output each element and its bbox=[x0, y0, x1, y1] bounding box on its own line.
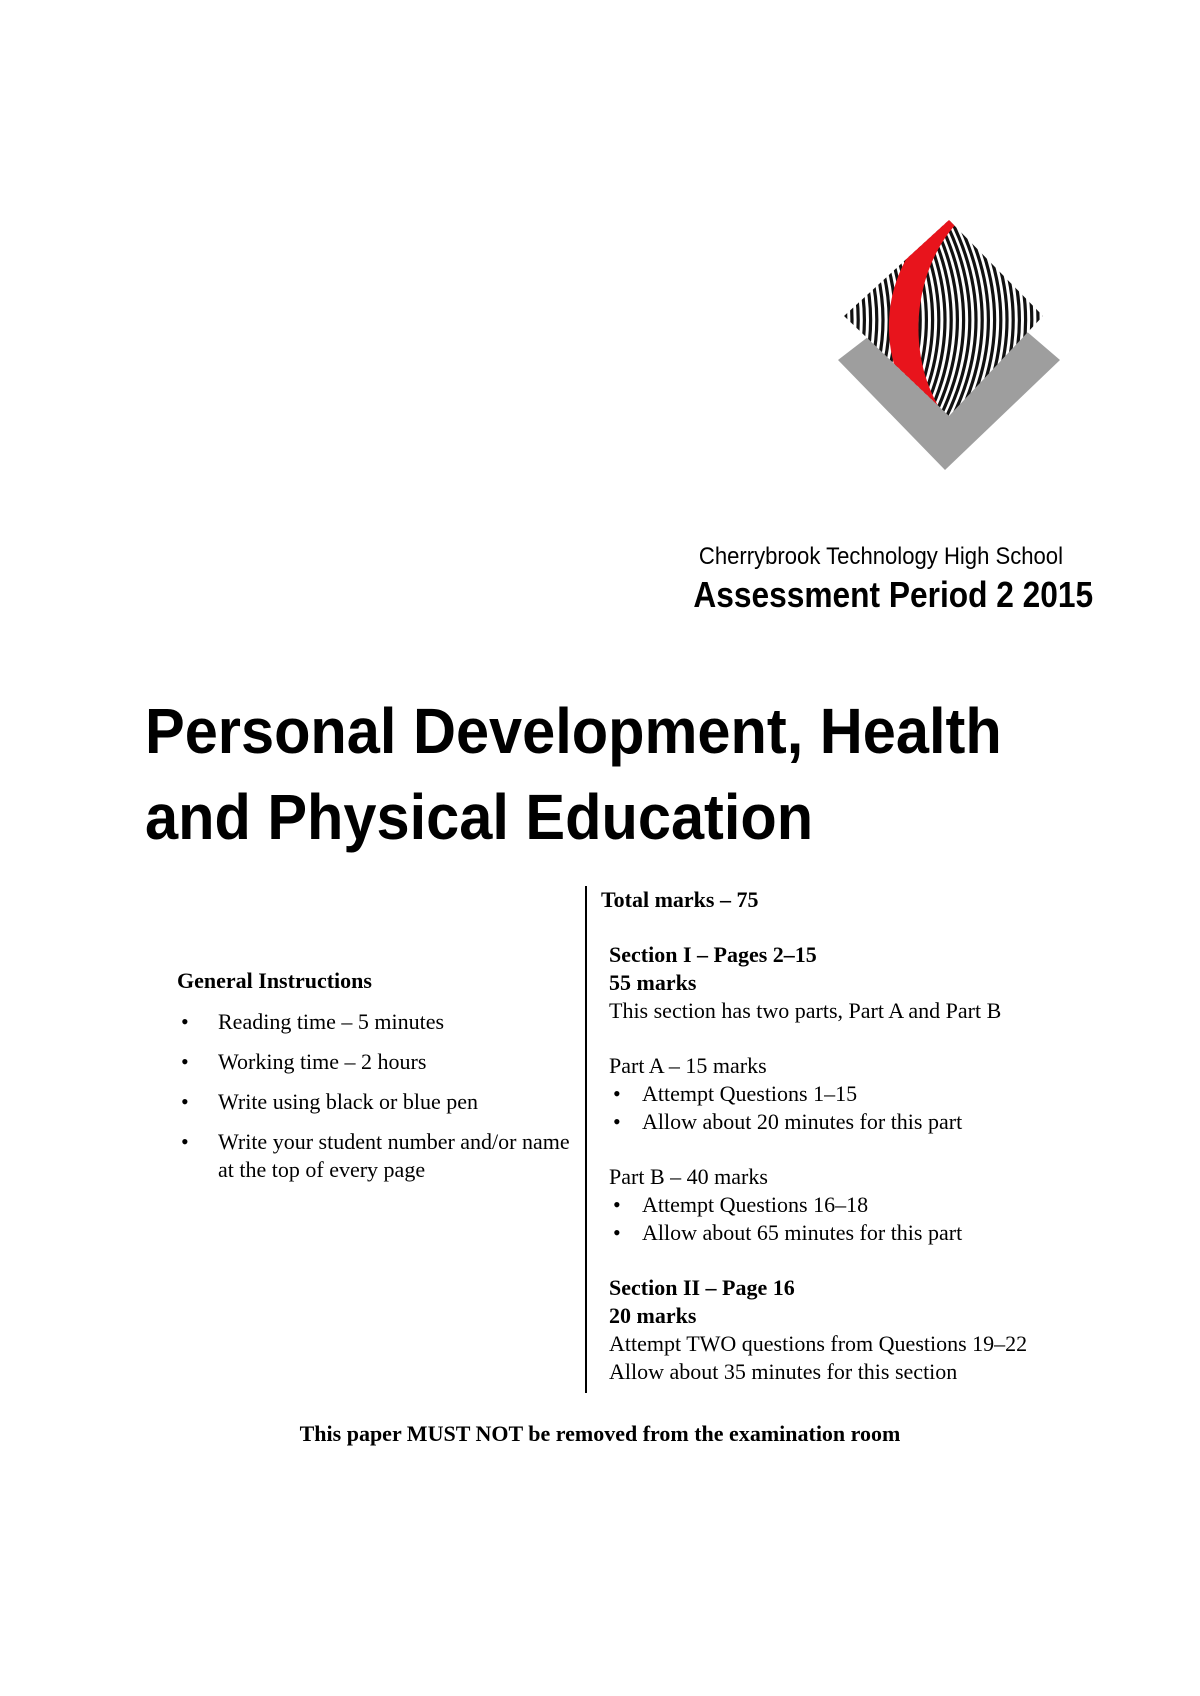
logo-stripes bbox=[838, 220, 1060, 430]
general-instructions-heading: General Instructions bbox=[177, 968, 372, 993]
part-a-heading: Part A – 15 marks bbox=[609, 1053, 767, 1078]
section-2-heading: Section II – Page 16 bbox=[609, 1275, 795, 1300]
part-b-heading: Part B – 40 marks bbox=[609, 1164, 768, 1189]
school-logo bbox=[838, 220, 1060, 470]
logo-icon bbox=[838, 220, 1060, 470]
column-divider bbox=[585, 886, 587, 1393]
school-header bbox=[643, 540, 1094, 616]
part-b-list bbox=[609, 1191, 1101, 1247]
subject-title-line-2: and Physical Education bbox=[145, 781, 814, 853]
instruction-item: • Write your student number and/or name at the top of every page bbox=[177, 1128, 577, 1184]
instruction-item: • Working time – 2 hours bbox=[177, 1048, 577, 1076]
section-1-marks: 55 marks bbox=[609, 970, 697, 995]
school-name: Cherrybrook Technology High School bbox=[698, 543, 1063, 570]
subject-title bbox=[145, 688, 1105, 860]
total-marks: Total marks – 75 bbox=[601, 887, 759, 912]
part-b-item: • Allow about 65 minutes for this part bbox=[609, 1219, 1101, 1247]
section-2-line-1: Attempt TWO questions from Questions 19–22 bbox=[609, 1331, 1028, 1356]
part-a-item: • Attempt Questions 1–15 bbox=[609, 1080, 1101, 1108]
instruction-list bbox=[177, 1008, 577, 1184]
part-b-item: • Attempt Questions 16–18 bbox=[609, 1191, 1101, 1219]
section-1-description: This section has two parts, Part A and Part B bbox=[609, 998, 1002, 1023]
subject-title-line-1: Personal Development, Health bbox=[145, 695, 1002, 767]
part-a-list bbox=[609, 1080, 1101, 1136]
marks-info bbox=[601, 886, 1101, 1386]
section-1 bbox=[601, 941, 1101, 1274]
assessment-period: Assessment Period 2 2015 bbox=[693, 574, 1094, 615]
instruction-item: • Write using black or blue pen bbox=[177, 1088, 577, 1116]
section-2-line-2: Allow about 35 minutes for this section bbox=[609, 1359, 958, 1384]
instruction-item: • Reading time – 5 minutes bbox=[177, 1008, 577, 1036]
general-instructions bbox=[177, 966, 577, 1196]
section-2-marks: 20 marks bbox=[609, 1303, 697, 1328]
exam-room-notice: This paper MUST NOT be removed from the examination room bbox=[299, 1421, 901, 1446]
section-1-heading: Section I – Pages 2–15 bbox=[609, 942, 817, 967]
section-2 bbox=[601, 1274, 1101, 1386]
part-a-item: • Allow about 20 minutes for this part bbox=[609, 1108, 1101, 1136]
